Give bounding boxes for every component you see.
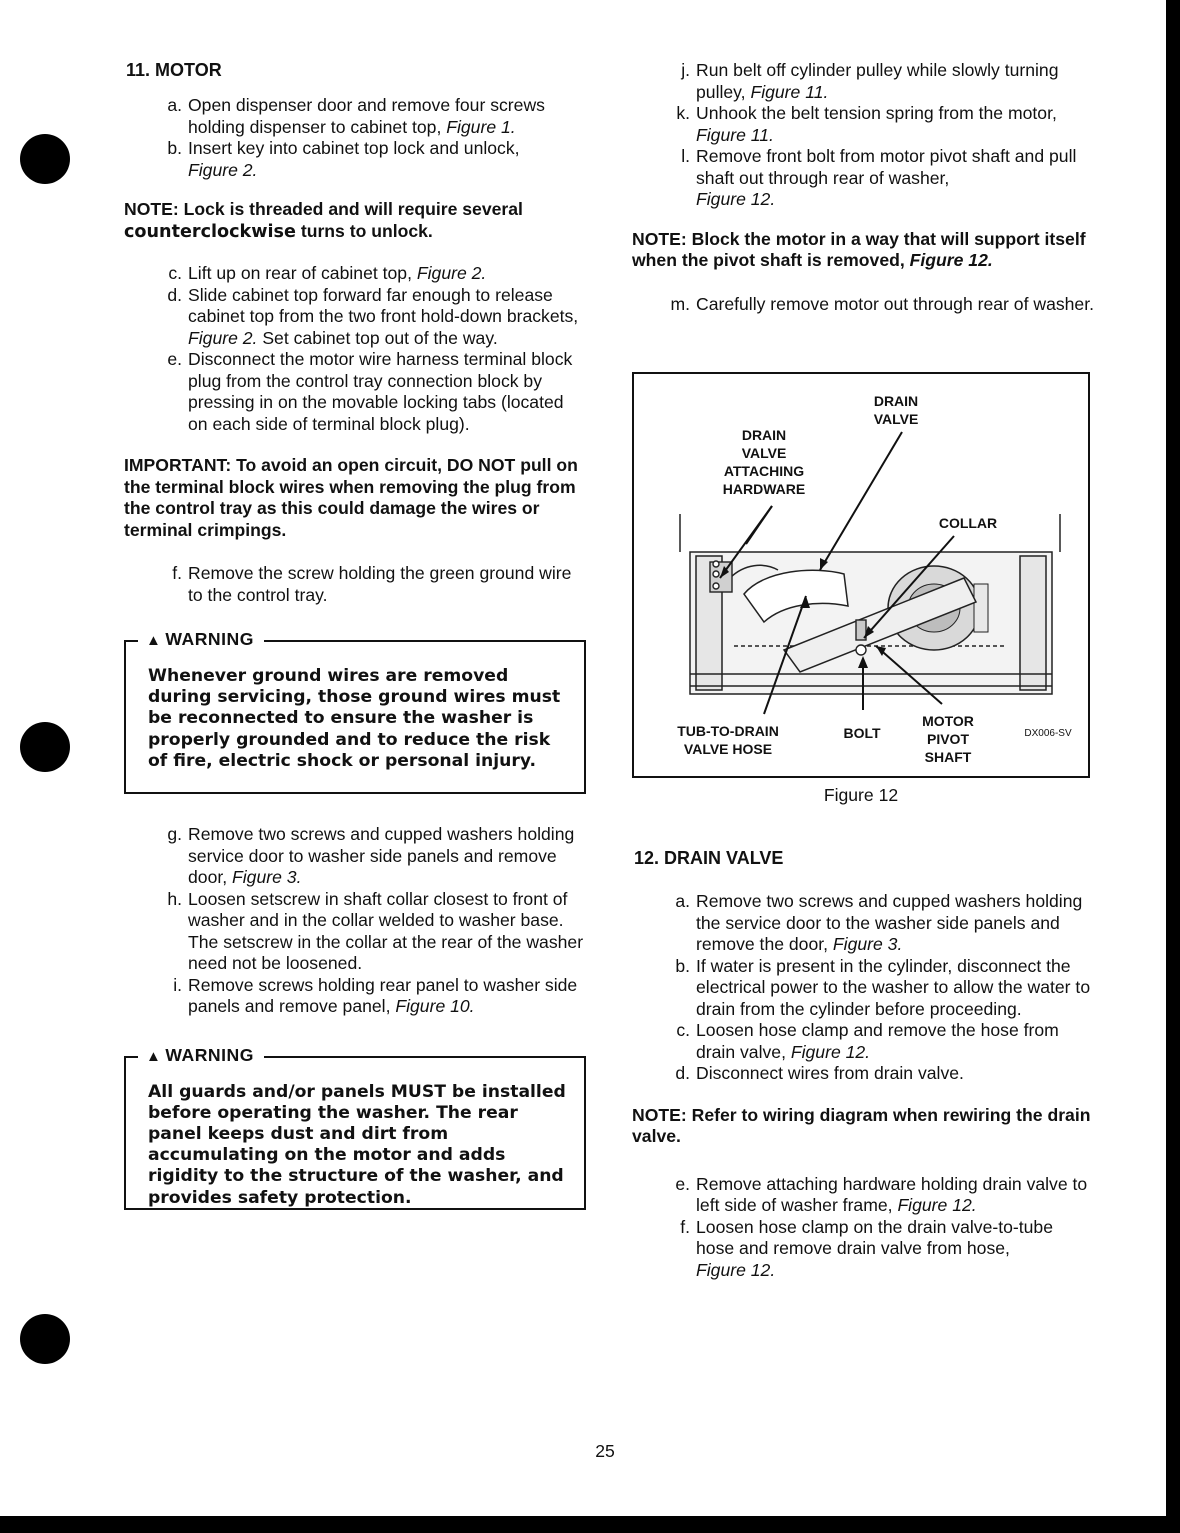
drain-step-e: e. Remove attaching hardware holding drain valve to left side of washer frame, Figure 12. [675, 1173, 1088, 1215]
motor-step-f [124, 563, 586, 606]
warning-heading: ▲ WARNING [138, 629, 264, 650]
punch-hole-middle [20, 722, 70, 772]
drain-step-b: b. If water is present in the cylinder, disconnect the electrical power to the washer to allow the water to drain from the cylinder before proceeding. [675, 955, 1091, 1019]
label-hardware-line1: DRAIN [741, 427, 787, 443]
label-hardware-line2: VALVE [741, 445, 787, 461]
motor-steps-g-i [124, 824, 586, 1018]
right-column-top [632, 60, 1094, 315]
step-j: j. Run belt off cylinder pulley while slowly turning pulley, Figure 11. [681, 60, 1059, 102]
drain-step-a: a. Remove two screws and cupped washers holding the service door to the washer side panels and remove the door, Figure 3. [675, 891, 1083, 954]
drain-step-d: d. Disconnect wires from drain valve. [675, 1063, 964, 1083]
label-shaft-line1: MOTOR [922, 713, 974, 729]
warning-body: Whenever ground wires are removed during servicing, those ground wires must be reconnected to ensure the washer is properly grounded and to reduce the risk of fire, electric shock or personal injury. [148, 666, 561, 771]
warning-triangle-icon: ▲ [146, 632, 162, 649]
step-d: d. Slide cabinet top forward far enough to release cabinet top from the two front hold-down brackets, Figure 2. Set cabinet top out of the way. [167, 284, 579, 348]
section-title-drain-valve: 12. DRAIN VALVE [634, 848, 784, 868]
step-k: k. Unhook the belt tension spring from the motor, Figure 11. [676, 103, 1057, 145]
important-open-circuit: IMPORTANT: To avoid an open circuit, DO NOT pull on the terminal block wires when removing the plug from the control tray as this could damage the wires or terminal crimpings. [124, 455, 578, 540]
label-hose-line2: VALVE HOSE [683, 741, 773, 757]
warning-box-ground-wires [124, 629, 586, 794]
punch-hole-bottom [20, 1314, 70, 1364]
punch-hole-top [20, 134, 70, 184]
motor-step-m [632, 294, 1094, 316]
drain-valve-illustration [634, 374, 1092, 780]
label-bolt: BOLT [843, 725, 881, 741]
step-a: a. Open dispenser door and remove four screws holding dispenser to cabinet top, Figure 1. [167, 95, 545, 137]
step-g: g. Remove two screws and cupped washers holding service door to washer side panels and remove door, Figure 3. [167, 824, 575, 887]
page-number: 25 [595, 1441, 615, 1461]
warning-box-guards-panels [124, 1044, 586, 1210]
label-hardware-line4: HARDWARE [722, 481, 806, 497]
section-title-motor: 11. MOTOR [126, 60, 222, 80]
drain-step-f: f. Loosen hose clamp on the drain valve-to-tube hose and remove drain valve from hose, Figure 12. [680, 1216, 1053, 1280]
figure-code: DX006-SV [1024, 728, 1072, 739]
step-l: l. Remove front bolt from motor pivot shaft and pull shaft out through rear of washer, Figure 12. [681, 146, 1077, 209]
label-collar: COLLAR [938, 515, 998, 531]
right-column-bottom [632, 848, 1094, 1281]
step-i: i. Remove screws holding rear panel to washer side panels and remove panel, Figure 10. [173, 974, 578, 1016]
label-drain-valve-line2: VALVE [873, 411, 919, 427]
drain-steps-a-d [632, 891, 1094, 1085]
step-b: b. Insert key into cabinet top lock and unlock, Figure 2. [167, 138, 520, 180]
label-shaft-line3: SHAFT [924, 749, 972, 765]
note-block-motor: NOTE: Block the motor in a way that will support itself when the pivot shaft is removed, Figure 12. [632, 228, 1086, 270]
warning-body: All guards and/or panels MUST be installed before operating the washer. The rear panel keeps dust and dirt from accumulating on the motor and adds rigidity to the structure of the washer, and provides safety protection. [148, 1081, 566, 1208]
left-column [124, 60, 586, 1210]
warning-triangle-icon: ▲ [146, 1047, 162, 1065]
figure-12-diagram [632, 372, 1090, 778]
note-lock-threaded: NOTE: Lock is threaded and will require several counterclockwise turns to unlock. [124, 199, 523, 242]
warning-heading: ▲ WARNING [138, 1045, 264, 1066]
washer-frame-drawing [680, 514, 1060, 694]
leader-hardware-2 [746, 506, 772, 544]
label-drain-valve-line1: DRAIN [873, 393, 919, 409]
scan-edge-bottom [0, 1516, 1180, 1533]
step-c: c. Lift up on rear of cabinet top, Figure 2. [168, 263, 487, 283]
step-h: h. Loosen setscrew in shaft collar closest to front of washer and in the collar welded to washer base. The setscrew in the collar at the rear of the washer need not be loosened. [167, 888, 584, 973]
label-hardware-line3: ATTACHING [723, 463, 805, 479]
label-hose-line1: TUB-TO-DRAIN [677, 723, 779, 739]
motor-steps-a-b [124, 95, 586, 181]
motor-steps-c-e [124, 263, 586, 435]
motor-steps-j-l [632, 60, 1094, 211]
scan-edge-right [1166, 0, 1180, 1533]
figure-12-caption: Figure 12 [823, 785, 899, 805]
step-m: m. Carefully remove motor out through rear of washer. [670, 293, 1094, 314]
step-f: f. Remove the screw holding the green ground wire to the control tray. [172, 563, 572, 605]
note-wiring-diagram: NOTE: Refer to wiring diagram when rewiring the drain valve. [632, 1104, 1091, 1146]
leader-drain-valve [820, 432, 902, 570]
step-e: e. Disconnect the motor wire harness terminal block plug from the control tray connection block by pressing in on the movable locking tabs (located on each side of terminal block plug). [167, 349, 573, 434]
drain-step-c: c. Loosen hose clamp and remove the hose from drain valve, Figure 12. [676, 1020, 1059, 1062]
drain-steps-e-f [632, 1174, 1094, 1282]
label-shaft-line2: PIVOT [926, 731, 970, 747]
